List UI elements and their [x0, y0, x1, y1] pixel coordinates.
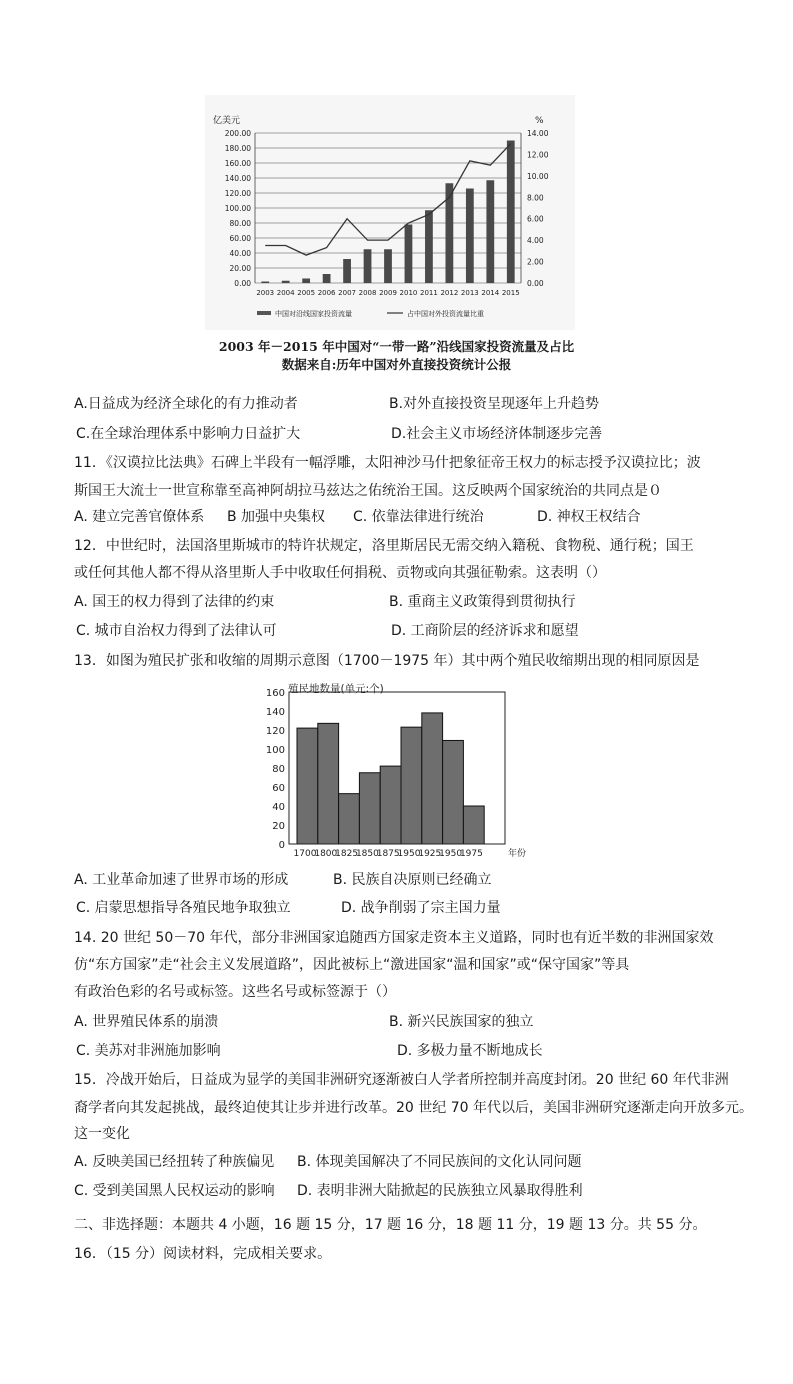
year-tick-label: 2009 — [379, 289, 397, 297]
left-tick-label: 60.00 — [229, 234, 251, 243]
q12-option-d: D. 工商阶层的经济诉求和愿望 — [391, 623, 579, 639]
right-tick-label: 12.00 — [527, 150, 549, 160]
q15-option-a: A. 反映美国已经扭转了种族偏见 — [74, 1154, 275, 1170]
investment-chart — [205, 95, 575, 330]
left-axis-unit: 亿美元 — [213, 116, 241, 126]
investment-bar — [425, 210, 433, 283]
q16-stem: 16．（15 分）阅读材料，完成相关要求。 — [74, 1246, 332, 1262]
q14-stem-1: 14. 20 世纪 50－70 年代，部分非洲国家追随西方国家走资本主义道路，同时也有近半数的非洲国家效 — [74, 930, 714, 946]
colony-x-tick: 1850 — [355, 849, 379, 859]
q12-option-a: A. 国王的权力得到了法律的约束 — [74, 594, 275, 610]
year-tick-label: 2005 — [297, 289, 316, 297]
colony-x-tick: 1825 — [335, 849, 359, 859]
colony-x-tick: 1950 — [439, 849, 463, 859]
colony-chart — [262, 678, 542, 863]
q10-option-c: C.在全球治理体系中影响力日益扩大 — [76, 426, 301, 442]
left-tick-label: 180.00 — [224, 144, 251, 153]
year-tick-label: 2015 — [501, 289, 520, 297]
q14-option-b: B. 新兴民族国家的独立 — [389, 1014, 534, 1030]
q11-stem-1: 11．《汉谟拉比法典》石碑上半段有一幅浮雕，太阳神沙马什把象征帝王权力的标志授予汉谟拉比；波 — [74, 455, 701, 471]
investment-bar — [445, 183, 453, 283]
left-tick-label: 160.00 — [224, 159, 251, 168]
q10-option-d: D.社会主义市场经济体制逐步完善 — [391, 426, 603, 442]
colony-y-tick: 140 — [265, 707, 285, 718]
right-tick-label: 2.00 — [527, 257, 544, 267]
left-tick-label: 120.00 — [224, 189, 251, 198]
q13-option-c: C. 启蒙思想指导各殖民地争取独立 — [76, 900, 291, 916]
q15-option-d: D. 表明非洲大陆掀起的民族独立风暴取得胜利 — [297, 1183, 583, 1199]
left-tick-label: 0.00 — [234, 279, 251, 288]
year-tick-label: 2013 — [460, 289, 479, 297]
colony-y-tick: 60 — [272, 783, 285, 794]
investment-bar — [466, 189, 474, 284]
left-tick-label: 40.00 — [229, 249, 251, 258]
right-tick-label: 4.00 — [527, 236, 544, 246]
year-tick-label: 2003 — [256, 289, 275, 297]
investment-bar — [486, 180, 494, 283]
left-tick-label: 20.00 — [229, 264, 251, 273]
colony-x-tick: 1875 — [376, 849, 400, 859]
colony-y-tick: 40 — [272, 802, 285, 813]
colony-bar — [339, 794, 360, 844]
year-tick-label: 2014 — [481, 289, 500, 297]
left-tick-label: 140.00 — [224, 174, 251, 183]
section-two-heading: 二、非选择题：本题共 4 小题，16 题 15 分，17 题 16 分，18 题 11 分，19 题 13 分。共 55 分。 — [74, 1217, 707, 1233]
investment-bar — [323, 274, 331, 283]
colony-bar — [380, 766, 401, 844]
right-tick-label: 0.00 — [527, 279, 544, 288]
q11-option-a: A. 建立完善官僚体系 — [74, 509, 205, 525]
investment-bar — [282, 281, 290, 283]
year-tick-label: 2011 — [420, 289, 438, 297]
colony-x-tick: 1925 — [418, 849, 442, 859]
year-tick-label: 2008 — [358, 289, 377, 297]
colony-bar — [297, 728, 318, 844]
investment-bar — [405, 225, 413, 284]
investment-bar — [302, 279, 310, 284]
left-tick-label: 200.00 — [224, 129, 251, 138]
q14-option-a: A. 世界殖民体系的崩溃 — [74, 1014, 219, 1030]
left-tick-label: 100.00 — [224, 204, 251, 213]
right-tick-label: 8.00 — [527, 193, 544, 203]
legend-line-label: 占中国对外投资流量比重 — [407, 310, 484, 318]
investment-bar — [507, 141, 515, 284]
q14-option-c: C. 美苏对非洲施加影响 — [76, 1043, 221, 1059]
colony-x-tick: 1975 — [459, 849, 483, 859]
investment-bar — [261, 282, 269, 284]
q11-option-d: D. 神权王权结合 — [537, 509, 641, 525]
q13-option-b: B. 民族自决原则已经确立 — [333, 872, 492, 888]
colony-x-tick: 1950 — [397, 849, 421, 859]
q15-stem-2: 裔学者向其发起挑战，最终迫使其让步并进行改革。20 世纪 70 年代以后，美国非洲研究逐渐走向开放多元。 — [74, 1100, 753, 1116]
year-tick-label: 2007 — [338, 289, 356, 297]
legend-bar-label: 中国对沿线国家投资流量 — [275, 310, 352, 318]
year-tick-label: 2004 — [276, 289, 295, 297]
colony-bar — [401, 727, 422, 844]
q11-stem-2: 斯国王大流士一世宣称靠至高神阿胡拉马兹达之佑统治王国。这反映两个国家统治的共同点是０ — [74, 483, 662, 499]
right-tick-label: 10.00 — [527, 171, 549, 181]
q10-option-a: A.日益成为经济全球化的有力推动者 — [74, 396, 298, 412]
colony-bar — [422, 713, 443, 844]
colony-y-tick: 160 — [265, 688, 285, 699]
colony-y-tick: 0 — [278, 840, 285, 851]
q12-stem-1: 12．中世纪时，法国洛里斯城市的特许状规定，洛里斯居民无需交纳入籍税、食物税、通行税；国王 — [74, 538, 694, 554]
q15-option-c: C. 受到美国黑人民权运动的影响 — [74, 1183, 275, 1199]
right-tick-label: 6.00 — [527, 214, 544, 224]
colony-x-tick: 1700 — [293, 849, 317, 859]
investment-bar — [343, 259, 351, 283]
right-axis-unit: % — [535, 116, 544, 126]
colony-bar — [463, 806, 484, 844]
left-tick-label: 80.00 — [229, 219, 251, 228]
year-tick-label: 2006 — [317, 289, 336, 297]
chart1-caption-line1: 2003 年－2015 年中国对“一带一路”沿线国家投资流量及占比 — [218, 339, 575, 354]
right-tick-label: 14.00 — [527, 129, 549, 138]
year-tick-label: 2010 — [399, 289, 418, 297]
q14-stem-2: 仿“东方国家”走“社会主义发展道路”，因此被标上“激进国家“温和国家”或“保守国家”等具 — [74, 957, 630, 973]
q14-stem-3: 有政治色彩的名号或标签。这些名号或标签源于（） — [74, 984, 396, 1000]
chart1-caption-line2: 数据来自:历年中国对外直接投资统计公报 — [281, 357, 512, 372]
q13-option-a: A. 工业革命加速了世界市场的形成 — [74, 872, 289, 888]
colony-y-tick: 20 — [272, 821, 285, 832]
q10-option-b: B.对外直接投资呈现逐年上升趋势 — [389, 396, 600, 412]
q14-option-d: D. 多极力量不断地成长 — [397, 1043, 543, 1059]
colony-bar — [359, 773, 380, 844]
colony-xlabel: 年份 — [508, 849, 527, 859]
colony-ylabel: 殖民地数量(单元:个) — [288, 683, 384, 695]
q12-option-c: C. 城市自治权力得到了法律认可 — [76, 623, 277, 639]
q11-option-b: B 加强中央集权 — [227, 509, 326, 525]
q12-option-b: B. 重商主义政策得到贯彻执行 — [389, 594, 576, 610]
q15-stem-3: 这一变化 — [74, 1126, 130, 1142]
investment-bar — [384, 249, 392, 283]
q12-stem-2: 或任何其他人都不得从洛里斯人手中收取任何捐税、贡物或向其强征勒索。这表明（） — [74, 565, 606, 581]
q15-stem-1: 15．冷战开始后，日益成为显学的美国非洲研究逐渐被白人学者所控制并高度封闭。20 世纪 60 年代非洲 — [74, 1072, 729, 1088]
legend-bar-swatch — [257, 311, 271, 315]
year-tick-label: 2012 — [440, 289, 459, 297]
colony-bar — [318, 723, 339, 844]
colony-y-tick: 120 — [265, 726, 285, 737]
q15-option-b: B. 体现美国解决了不同民族间的文化认同问题 — [297, 1154, 582, 1170]
colony-y-tick: 100 — [265, 745, 285, 756]
q11-option-c: C. 依靠法律进行统治 — [353, 509, 484, 525]
colony-y-tick: 80 — [272, 764, 285, 775]
colony-bar — [443, 740, 464, 844]
q13-option-d: D. 战争削弱了宗主国力量 — [341, 900, 501, 916]
q13-stem: 13．如图为殖民扩张和收缩的周期示意图（1700－1975 年）其中两个殖民收缩期出现的相同原因是 — [74, 653, 700, 669]
investment-bar — [364, 249, 372, 283]
colony-x-tick: 1800 — [314, 849, 338, 859]
